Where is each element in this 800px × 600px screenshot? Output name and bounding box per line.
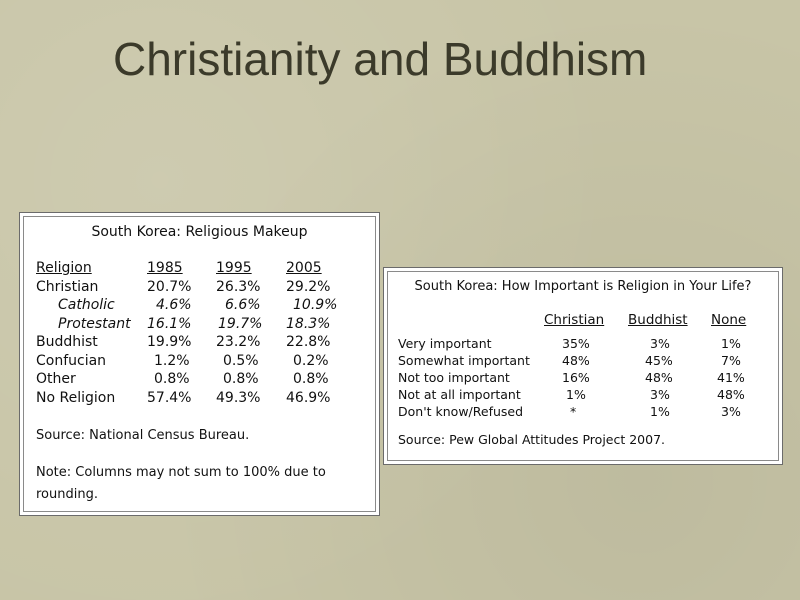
cell-value: 7% xyxy=(721,353,741,368)
row-label: Somewhat important xyxy=(398,353,530,368)
cell-value: 48% xyxy=(717,387,745,402)
row-label: Protestant xyxy=(58,315,131,332)
cell-value: 3% xyxy=(721,404,741,419)
cell-value: 1% xyxy=(566,387,586,402)
cell-value: 0.2% xyxy=(293,352,329,369)
cell-value: 18.3% xyxy=(286,315,331,332)
cell-value: 16.1% xyxy=(147,315,192,332)
cell-value: 45% xyxy=(645,353,673,368)
cell-value: 48% xyxy=(645,370,673,385)
row-label: Very important xyxy=(398,336,492,351)
cell-value: 22.8% xyxy=(286,334,331,350)
cell-value: 0.8% xyxy=(223,371,259,387)
cell-value: 20.7% xyxy=(147,278,192,295)
cell-value: 35% xyxy=(562,336,590,351)
cell-value: 0.8% xyxy=(154,371,190,387)
header-none: None xyxy=(711,312,747,328)
cell-value: 16% xyxy=(562,370,590,385)
cell-value: 0.8% xyxy=(293,371,329,387)
row-label: Christian xyxy=(36,278,99,295)
cell-value: 3% xyxy=(650,387,670,402)
table-source: Source: National Census Bureau. xyxy=(36,428,250,443)
row-label: Not too important xyxy=(398,370,510,385)
row-label: Confucian xyxy=(36,352,107,369)
table-title: South Korea: Religious Makeup xyxy=(91,224,308,240)
cell-value: 29.2% xyxy=(286,278,331,295)
cell-value: 10.9% xyxy=(293,297,338,313)
row-label: Catholic xyxy=(58,297,115,313)
table-note: Note: Columns may not sum to 100% due to rounding. xyxy=(36,465,326,502)
cell-value: 49.3% xyxy=(216,389,261,406)
cell-value: 1.2% xyxy=(154,352,190,369)
table-title: South Korea: How Important is Religion in Your Life? xyxy=(414,279,752,294)
religion-importance-table xyxy=(383,267,783,465)
cell-value: * xyxy=(570,404,577,419)
header-buddhist: Buddhist xyxy=(628,312,688,328)
cell-value: 41% xyxy=(717,370,745,385)
header-2005: 2005 xyxy=(286,260,322,276)
cell-value: 1% xyxy=(721,336,741,351)
cell-value: 1% xyxy=(650,404,670,419)
header-religion: Religion xyxy=(36,260,92,276)
cell-value: 48% xyxy=(562,353,590,368)
cell-value: 19.7% xyxy=(218,315,263,332)
row-label: Buddhist xyxy=(36,334,98,350)
cell-value: 57.4% xyxy=(147,389,192,406)
cell-value: 4.6% xyxy=(156,297,192,313)
cell-value: 3% xyxy=(650,336,670,351)
row-label: Not at all important xyxy=(398,387,521,402)
row-label: Other xyxy=(36,371,76,387)
slide-title: Christianity and Buddhism xyxy=(113,33,648,85)
row-label: Don't know/Refused xyxy=(398,404,524,419)
cell-value: 26.3% xyxy=(216,278,261,295)
row-label: No Religion xyxy=(36,389,116,406)
cell-value: 6.6% xyxy=(225,297,261,313)
cell-value: 0.5% xyxy=(223,352,259,369)
header-christian: Christian xyxy=(544,312,605,328)
cell-value: 46.9% xyxy=(286,389,331,406)
header-1995: 1995 xyxy=(216,260,252,276)
cell-value: 19.9% xyxy=(147,334,192,350)
religious-makeup-table xyxy=(19,212,380,516)
header-1985: 1985 xyxy=(147,260,183,276)
cell-value: 23.2% xyxy=(216,334,261,350)
table-source: Source: Pew Global Attitudes Project 2007. xyxy=(398,432,666,447)
